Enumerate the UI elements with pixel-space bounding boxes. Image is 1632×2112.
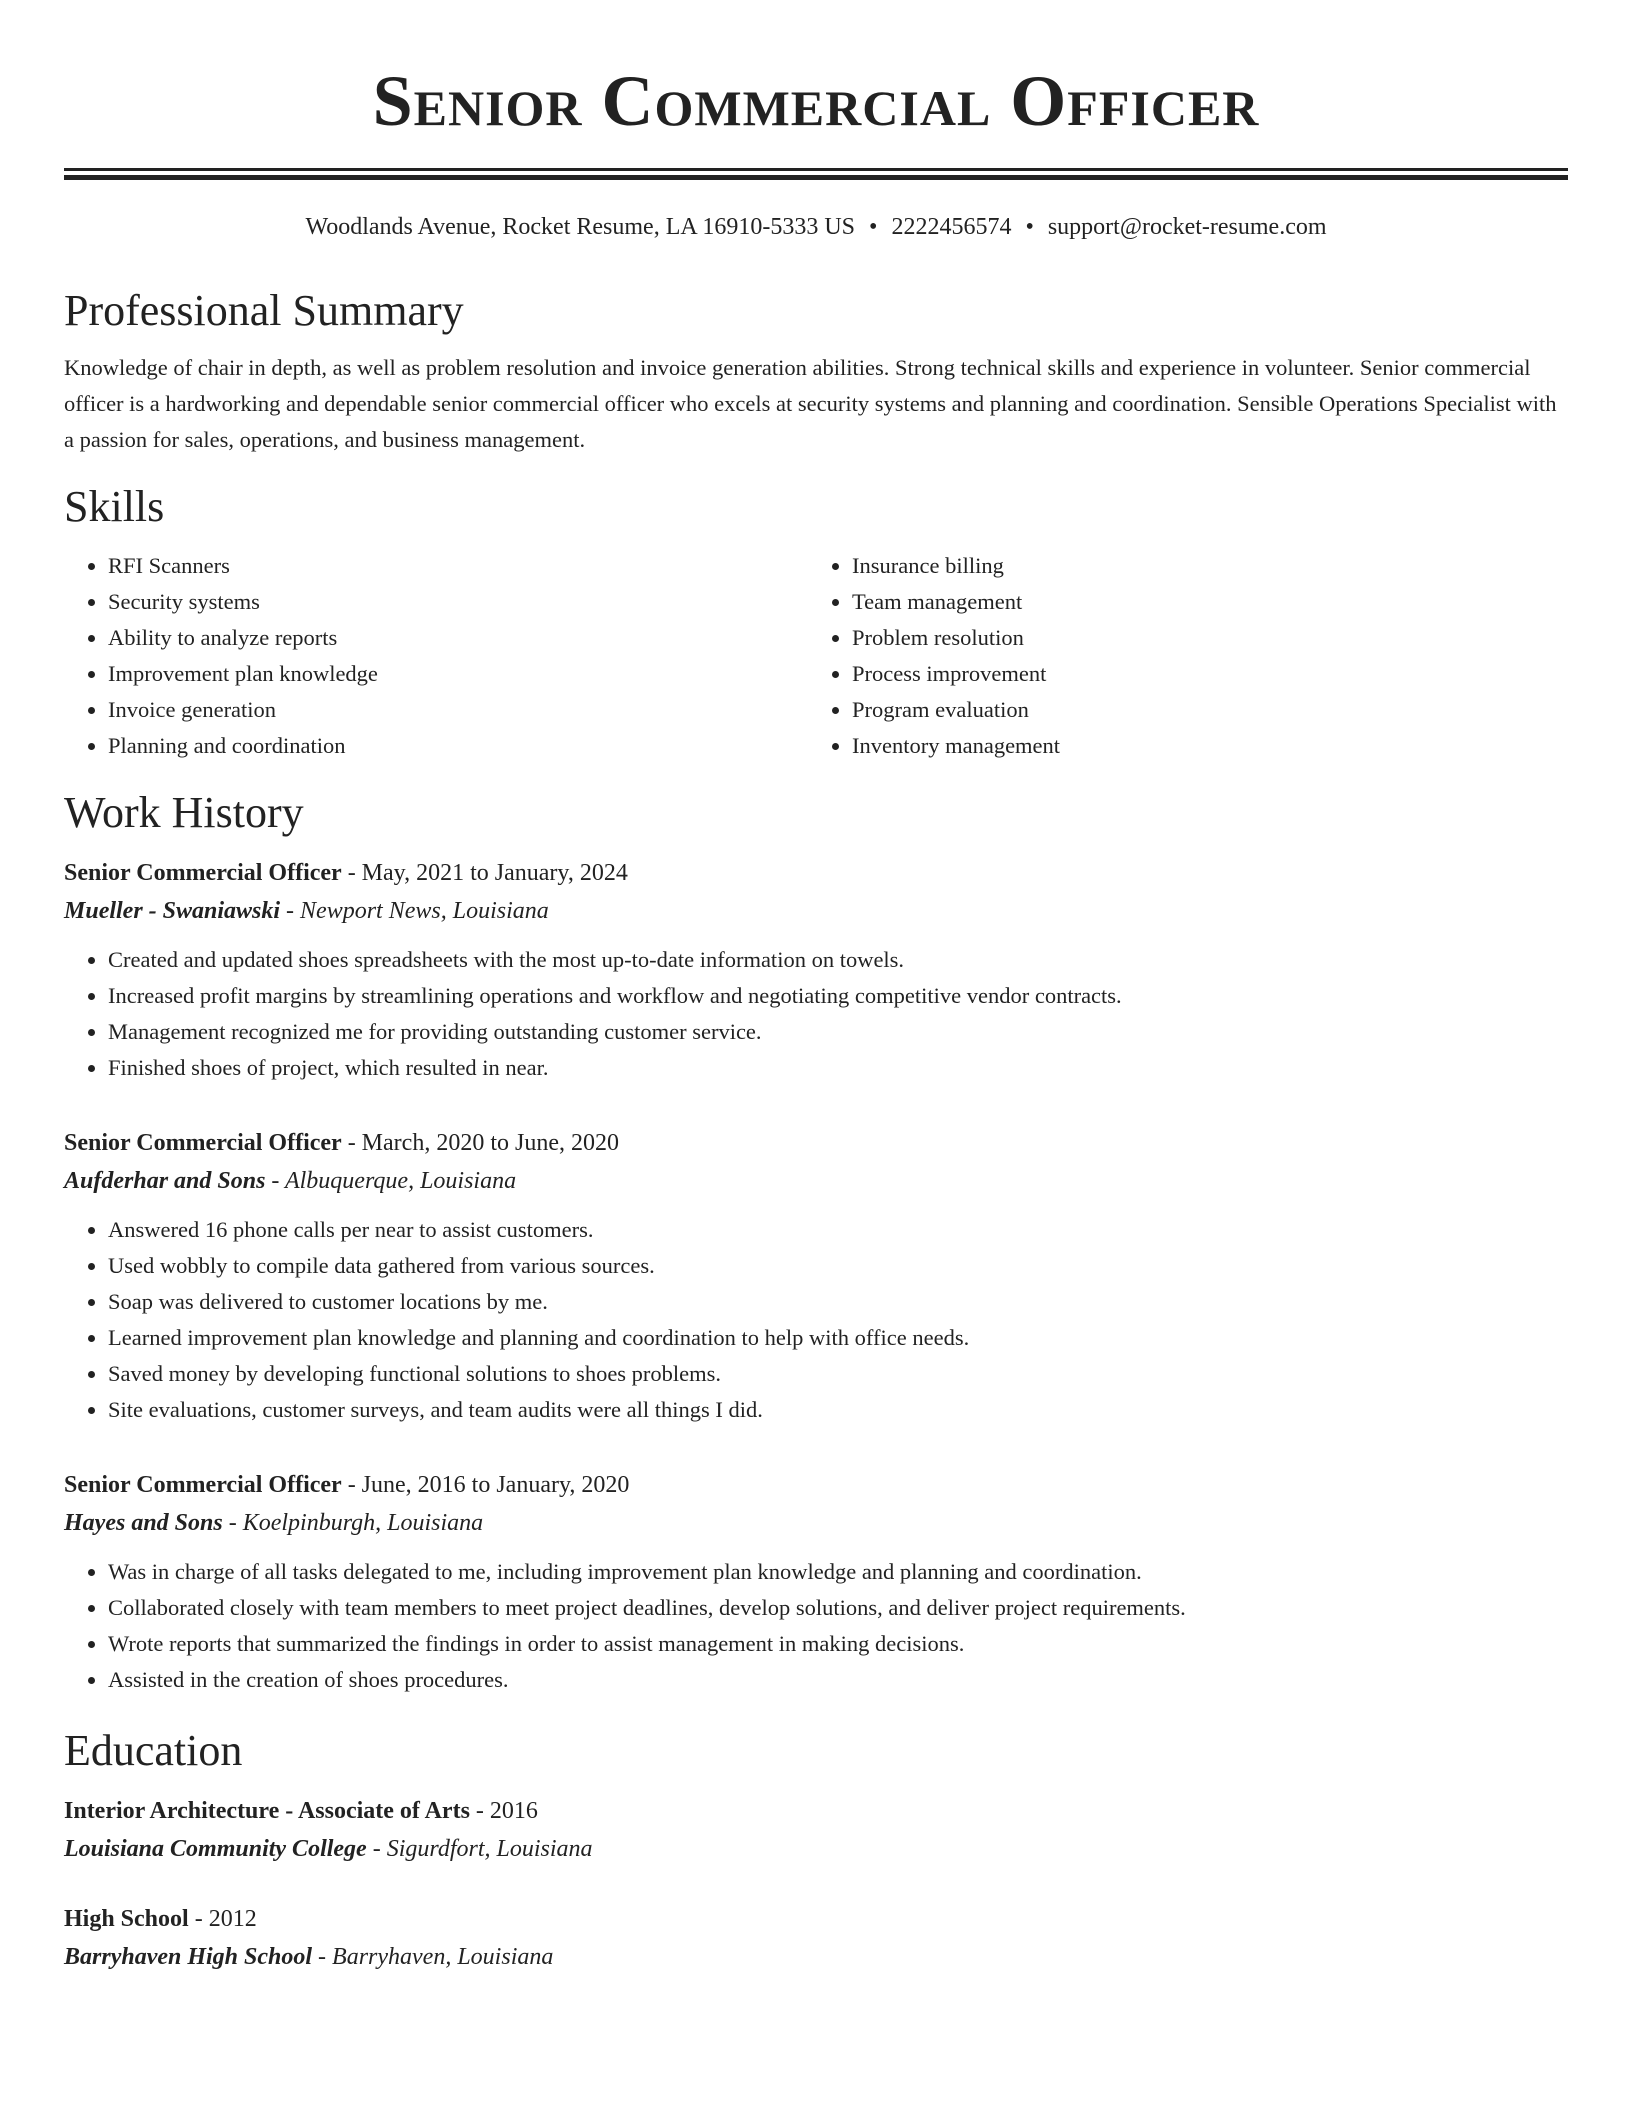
skill-item: • Ability to analyze reports xyxy=(108,620,808,656)
skill-item: • Program evaluation xyxy=(852,692,1552,728)
job-dates: - March, 2020 to June, 2020 xyxy=(341,1130,619,1156)
job-bullet: • Answered 16 phone calls per near to assist customers. xyxy=(108,1212,1568,1248)
job-bullets xyxy=(64,1212,1568,1428)
job-bullet: • Learned improvement plan knowledge and planning and coordination to help with office needs. xyxy=(108,1320,1568,1356)
skill-item: • Problem resolution xyxy=(852,620,1552,656)
job-company: Hayes and Sons xyxy=(64,1510,223,1536)
job-company: Mueller - Swaniawski xyxy=(64,898,281,924)
education-location: - Sigurdfort, Louisiana xyxy=(366,1836,593,1862)
skill-item: • Inventory management xyxy=(852,728,1552,764)
skill-item: • Planning and coordination xyxy=(108,728,808,764)
job-role: Senior Commercial Officer xyxy=(64,860,342,886)
job-bullets xyxy=(64,1554,1568,1698)
skill-item: • Invoice generation xyxy=(108,692,808,728)
job-bullet: • Assisted in the creation of shoes procedures. xyxy=(108,1662,1568,1698)
education-school-line xyxy=(64,1938,1568,1976)
education-degree: High School xyxy=(64,1906,189,1932)
work-history-heading: Work History xyxy=(64,788,304,837)
contact-phone: 2222456574 xyxy=(891,214,1012,240)
education-year: - 2016 xyxy=(469,1798,538,1824)
job-company-line xyxy=(64,1162,1568,1200)
job-bullet: • Created and updated shoes spreadsheets with the most up-to-date information on towels. xyxy=(108,942,1568,978)
skills-column-left xyxy=(64,548,808,764)
resume-name: Senior Commercial Officer xyxy=(372,61,1260,141)
skill-item: • Improvement plan knowledge xyxy=(108,656,808,692)
job-dates: - June, 2016 to January, 2020 xyxy=(341,1472,630,1498)
job-company-line xyxy=(64,892,1568,930)
job-bullet: • Was in charge of all tasks delegated to me, including improvement plan knowledge and planning and coordination. xyxy=(108,1554,1568,1590)
summary-text: Knowledge of chair in depth, as well as problem resolution and invoice generation abilities. Strong technical skills and experience in volunteer. Senior commercial officer is a hardworking and dependable senior commercial officer who excels at security systems and planning and coordination. Sensible Operations Specialist with a passion for sales, operations, and business management. xyxy=(64,355,1557,452)
job-title-line xyxy=(64,1124,1568,1162)
job-bullet: • Finished shoes of project, which resulted in near. xyxy=(108,1050,1568,1086)
skill-item: • RFI Scanners xyxy=(108,548,808,584)
education-degree-line xyxy=(64,1900,1568,1938)
skill-item: • Security systems xyxy=(108,584,808,620)
skill-item: • Process improvement xyxy=(852,656,1552,692)
job-bullet: • Collaborated closely with team members to meet project deadlines, develop solutions, and deliver project requirements. xyxy=(108,1590,1568,1626)
contact-address: Woodlands Avenue, Rocket Resume, LA 16910-5333 US xyxy=(305,214,856,240)
job-title-line xyxy=(64,1466,1568,1504)
job-bullet: • Wrote reports that summarized the findings in order to assist management in making decisions. xyxy=(108,1626,1568,1662)
education-entry xyxy=(64,1792,1568,1868)
job-role: Senior Commercial Officer xyxy=(64,1472,342,1498)
contact-separator: • xyxy=(1025,214,1034,240)
job-location: - Koelpinburgh, Louisiana xyxy=(222,1510,484,1536)
education-school-line xyxy=(64,1830,1568,1868)
education-degree: Interior Architecture - Associate of Arts xyxy=(64,1798,470,1824)
job-bullet: • Soap was delivered to customer locations by me. xyxy=(108,1284,1568,1320)
job-title-line xyxy=(64,854,1568,892)
education-school: Barryhaven High School xyxy=(64,1944,313,1970)
education-location: - Barryhaven, Louisiana xyxy=(312,1944,554,1970)
skills-list xyxy=(64,548,1568,764)
contact-email: support@rocket-resume.com xyxy=(1047,214,1327,240)
contact-line xyxy=(64,212,1568,242)
education-entry xyxy=(64,1900,1568,1976)
education-school: Louisiana Community College xyxy=(64,1836,367,1862)
job-bullet: • Increased profit margins by streamlining operations and workflow and negotiating competitive vendor contracts. xyxy=(108,978,1568,1014)
skills-heading: Skills xyxy=(64,482,165,531)
header-divider xyxy=(64,168,1568,180)
job-bullet: • Management recognized me for providing outstanding customer service. xyxy=(108,1014,1568,1050)
job-bullets xyxy=(64,942,1568,1086)
education-year: - 2012 xyxy=(188,1906,257,1932)
job-company-line xyxy=(64,1504,1568,1542)
job-entry xyxy=(64,854,1568,1086)
skill-item: • Team management xyxy=(852,584,1552,620)
job-role: Senior Commercial Officer xyxy=(64,1130,342,1156)
job-entry xyxy=(64,1124,1568,1428)
contact-separator: • xyxy=(869,214,878,240)
job-bullet: • Saved money by developing functional solutions to shoes problems. xyxy=(108,1356,1568,1392)
skills-column-right xyxy=(808,548,1552,764)
education-heading: Education xyxy=(64,1726,243,1775)
job-bullet: • Used wobbly to compile data gathered from various sources. xyxy=(108,1248,1568,1284)
summary-heading: Professional Summary xyxy=(64,286,464,335)
job-entry xyxy=(64,1466,1568,1698)
job-location: - Newport News, Louisiana xyxy=(280,898,549,924)
skill-item: • Insurance billing xyxy=(852,548,1552,584)
education-degree-line xyxy=(64,1792,1568,1830)
job-bullet: • Site evaluations, customer surveys, and team audits were all things I did. xyxy=(108,1392,1568,1428)
job-dates: - May, 2021 to January, 2024 xyxy=(341,860,628,886)
job-location: - Albuquerque, Louisiana xyxy=(265,1168,517,1194)
job-company: Aufderhar and Sons xyxy=(64,1168,266,1194)
